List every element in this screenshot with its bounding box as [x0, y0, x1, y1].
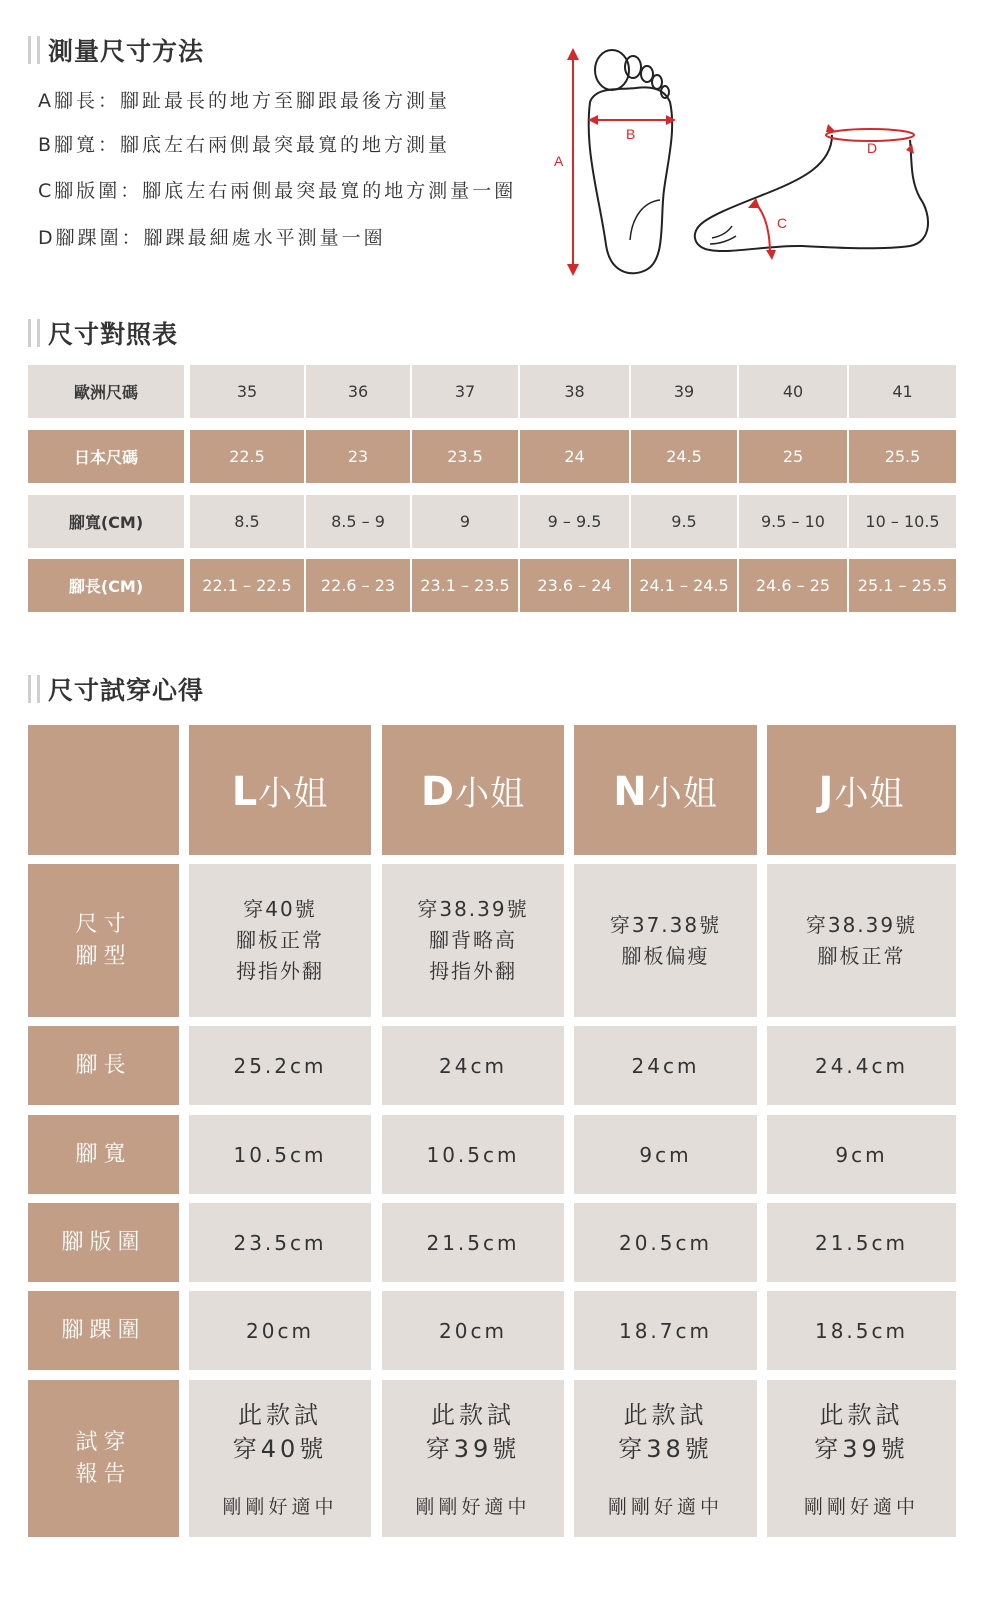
- person-header-j: [767, 725, 956, 855]
- width-cell: [189, 1115, 371, 1194]
- width-cell: [767, 1115, 956, 1194]
- width-value: 9cm: [835, 1142, 888, 1167]
- foot-type-cell: [767, 864, 956, 1017]
- table-row-length: [28, 559, 956, 612]
- length-value: 24cm: [439, 1053, 507, 1078]
- foot-type-cell: [382, 864, 564, 1017]
- report-line: 此款試: [819, 1401, 904, 1429]
- table-row-jp: [28, 430, 956, 483]
- report-verdict: 剛剛好適中: [803, 1496, 919, 1518]
- foot-type-line: 拇指外翻: [236, 959, 324, 983]
- width-arrow: [588, 115, 676, 125]
- foot-type-line: 腳板正常: [236, 928, 324, 952]
- ball-value: 21.5cm: [426, 1230, 520, 1255]
- side-foot-icon: [695, 135, 928, 251]
- report-verdict: 剛剛好適中: [222, 1496, 338, 1518]
- report-line: 穿38號: [618, 1435, 713, 1463]
- table-cell: 24: [518, 430, 629, 483]
- row-label-report: [28, 1380, 179, 1537]
- ankle-value: 18.7cm: [618, 1318, 712, 1343]
- table-cell: 24.1 – 24.5: [629, 559, 737, 612]
- row-label-width: [28, 1115, 179, 1194]
- fit-section-title: [28, 674, 204, 704]
- row-label-text: 腳版圍: [61, 1229, 146, 1255]
- person-suffix: 小姐: [258, 773, 329, 814]
- row-label-size-type: [28, 864, 179, 1017]
- method-section-title: [28, 35, 204, 65]
- row-header: 腳寬(CM): [28, 495, 184, 548]
- table-row-eu: [28, 365, 956, 418]
- report-line: 此款試: [623, 1401, 708, 1429]
- table-cell: 8.5: [234, 512, 260, 531]
- size-table-section-title: [28, 318, 178, 348]
- ankle-cell: [382, 1291, 564, 1370]
- ankle-value: 20cm: [246, 1318, 314, 1343]
- length-value: 24.4cm: [814, 1053, 908, 1078]
- row-label-text: 腳踝圍: [61, 1317, 146, 1343]
- foot-type-line: 穿38.39號: [805, 912, 918, 937]
- sole-icon: [589, 50, 672, 273]
- method-line-b: B腳寬：腳底左右兩側最突最寬的地方測量: [38, 134, 451, 156]
- report-cell: [767, 1380, 956, 1537]
- ball-cell: [382, 1203, 564, 1282]
- foot-type-line: 穿40號: [243, 897, 317, 921]
- person-letter: J: [818, 768, 835, 815]
- table-cell: 37: [410, 365, 518, 418]
- table-cell: 25.1 – 25.5: [847, 559, 956, 612]
- table-cell: 38: [518, 365, 629, 418]
- foot-type-line: 腳背略高: [429, 928, 517, 952]
- person-header-n: [574, 725, 757, 855]
- width-value: 9cm: [639, 1142, 692, 1167]
- ball-value: 23.5cm: [233, 1230, 327, 1255]
- table-cell: 22.1 – 22.5: [202, 576, 292, 595]
- title-bar-decoration: [28, 675, 40, 703]
- table-cell: 9 – 9.5: [518, 495, 629, 548]
- person-letter: L: [231, 768, 259, 815]
- label-b: B: [626, 126, 636, 142]
- ball-value: 21.5cm: [814, 1230, 908, 1255]
- ankle-cell: [189, 1291, 371, 1370]
- person-suffix: 小姐: [455, 773, 526, 814]
- ball-cell: [574, 1203, 757, 1282]
- report-verdict: 剛剛好適中: [415, 1496, 531, 1518]
- row-header: 日本尺碼: [28, 430, 184, 483]
- table-cell: 9: [410, 495, 518, 548]
- row-label-line: 試穿: [75, 1429, 132, 1455]
- table-cell: 23.5: [410, 430, 518, 483]
- person-letter: N: [613, 768, 648, 815]
- table-cell: 25.5: [847, 430, 956, 483]
- table-cell: 23.6 – 24: [518, 559, 629, 612]
- title-bar-decoration: [28, 319, 40, 347]
- row-label-line: 報告: [75, 1461, 132, 1487]
- method-title: 測量尺寸方法: [48, 37, 205, 66]
- length-cell: [767, 1026, 956, 1105]
- row-label-length: [28, 1026, 179, 1105]
- report-cell: [382, 1380, 564, 1537]
- length-cell: [189, 1026, 371, 1105]
- person-suffix: 小姐: [647, 773, 718, 814]
- title-bar-decoration: [28, 36, 40, 64]
- foot-measurement-diagram: [540, 40, 940, 290]
- fit-report-grid: [28, 725, 956, 1537]
- table-cell: 23.1 – 23.5: [410, 559, 518, 612]
- table-cell: 24.6 – 25: [737, 559, 847, 612]
- table-cell: 23: [304, 430, 410, 483]
- ankle-value: 20cm: [439, 1318, 507, 1343]
- width-cell: [382, 1115, 564, 1194]
- foot-type-line: 拇指外翻: [429, 959, 517, 983]
- size-table-title: 尺寸對照表: [48, 320, 179, 349]
- foot-type-cell: [574, 864, 757, 1017]
- report-cell: [574, 1380, 757, 1537]
- length-cell: [382, 1026, 564, 1105]
- length-cell: [574, 1026, 757, 1105]
- label-d: D: [867, 140, 878, 156]
- person-header-d: [382, 725, 564, 855]
- label-c: C: [777, 215, 788, 231]
- table-cell: 8.5 – 9: [304, 495, 410, 548]
- fit-title: 尺寸試穿心得: [48, 676, 205, 705]
- table-cell: 36: [304, 365, 410, 418]
- ball-cell: [189, 1203, 371, 1282]
- table-cell: 22.5: [229, 447, 265, 466]
- width-value: 10.5cm: [426, 1142, 520, 1167]
- report-line: 穿39號: [425, 1435, 521, 1463]
- table-cell: 10 – 10.5: [847, 495, 956, 548]
- report-line: 穿40號: [232, 1435, 328, 1463]
- table-cell: 40: [737, 365, 847, 418]
- length-value: 24cm: [631, 1053, 700, 1078]
- method-line-c: C腳版圍：腳底左右兩側最突最寬的地方測量一圈: [38, 180, 517, 202]
- width-cell: [574, 1115, 757, 1194]
- foot-type-line: 穿38.39號: [417, 897, 529, 921]
- report-line: 穿39號: [814, 1435, 909, 1463]
- method-line-a: A腳長：腳趾最長的地方至腳跟最後方測量: [38, 90, 450, 112]
- person-letter: D: [420, 768, 456, 815]
- ball-circumference-mark: [748, 198, 776, 260]
- width-value: 10.5cm: [233, 1142, 327, 1167]
- table-cell: 9.5: [629, 495, 737, 548]
- length-value: 25.2cm: [233, 1053, 327, 1078]
- ball-cell: [767, 1203, 956, 1282]
- foot-type-line: 腳板偏瘦: [621, 943, 710, 968]
- row-label-ball: [28, 1203, 179, 1282]
- table-cell: 9.5 – 10: [737, 495, 847, 548]
- table-cell: 41: [847, 365, 956, 418]
- row-label-line: 腳型: [75, 943, 132, 969]
- table-cell: 35: [236, 382, 258, 401]
- table-cell: 25: [737, 430, 847, 483]
- row-label-text: 腳長: [75, 1052, 132, 1078]
- ankle-cell: [574, 1291, 757, 1370]
- table-cell: 22.6 – 23: [304, 559, 410, 612]
- table-cell: 24.5: [629, 430, 737, 483]
- report-verdict: 剛剛好適中: [607, 1496, 723, 1518]
- ankle-value: 18.5cm: [814, 1318, 908, 1343]
- foot-type-line: 腳板正常: [817, 943, 906, 968]
- person-header-l: [189, 725, 371, 855]
- foot-type-line: 穿37.38號: [609, 912, 722, 937]
- grid-corner-cell: [28, 725, 179, 855]
- ankle-cell: [767, 1291, 956, 1370]
- row-header: 歐洲尺碼: [28, 365, 184, 418]
- report-line: 此款試: [431, 1401, 515, 1429]
- table-cell: 39: [629, 365, 737, 418]
- row-label-line: 尺寸: [75, 911, 132, 937]
- label-a: A: [554, 153, 564, 169]
- row-label-ankle: [28, 1291, 179, 1370]
- row-header: 腳長(CM): [28, 559, 184, 612]
- report-line: 此款試: [238, 1401, 322, 1429]
- ball-value: 20.5cm: [618, 1230, 712, 1255]
- table-row-width: [28, 495, 956, 548]
- report-cell: [189, 1380, 371, 1537]
- length-arrow: [567, 48, 579, 276]
- method-line-d: D腳踝圍：腳踝最細處水平測量一圈: [38, 227, 386, 249]
- person-suffix: 小姐: [834, 773, 905, 814]
- row-label-text: 腳寬: [75, 1141, 132, 1167]
- foot-type-cell: [189, 864, 371, 1017]
